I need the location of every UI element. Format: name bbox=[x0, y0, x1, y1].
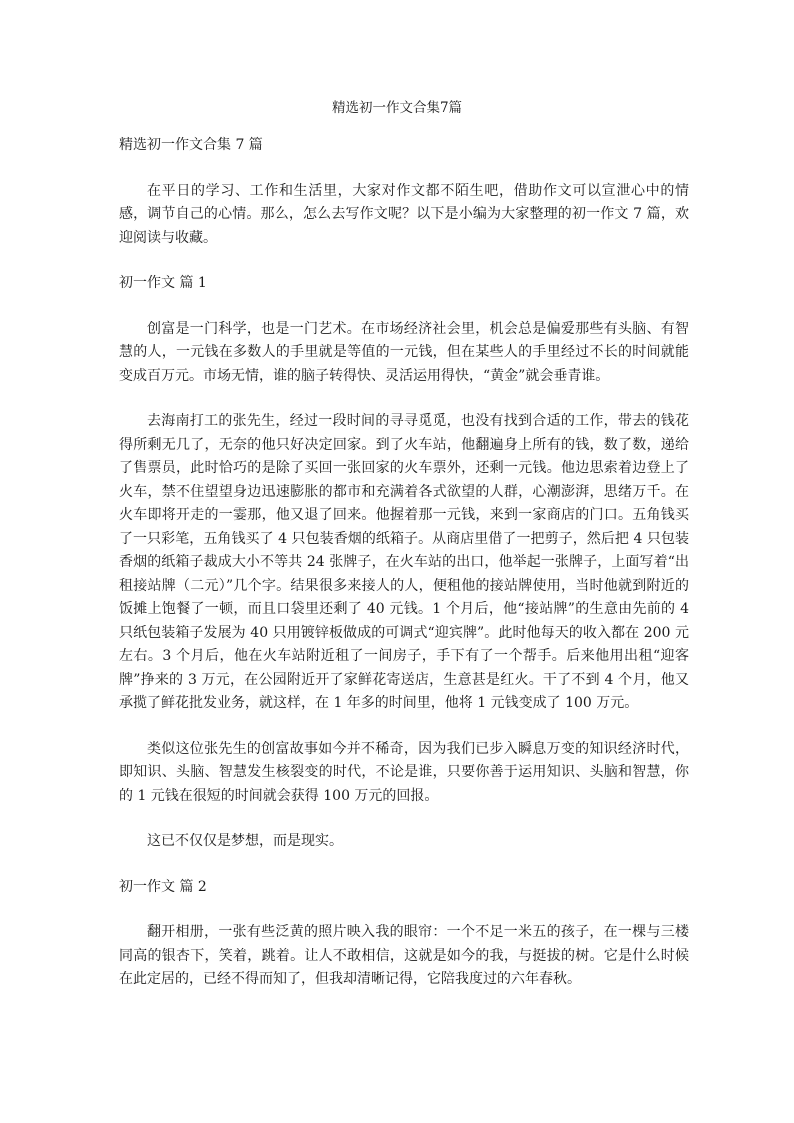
body-paragraph: 这已不仅仅是梦想，而是现实。 bbox=[147, 833, 343, 849]
document-title: 精选初一作文合集7篇 bbox=[331, 100, 463, 116]
body-paragraph: 创富是一门科学，也是一门艺术。在市场经济社会里，机会总是偏爱那些有头脑、有智慧的人，一元钱在多数人的手里就是等值的一元钱，但在某些人的手里经过不长的时间就能变成百万元。市场无情，谁的脑子转得快、灵活运用得快，“黄金”就会垂青谁。 bbox=[119, 320, 689, 384]
section-heading: 初一作文 篇 2 bbox=[119, 878, 207, 895]
body-paragraph: 翻开相册，一张有些泛黄的照片映入我的眼帘：一个不足一米五的孩子，在一棵与三楼同高的银杏下，笑着，跳着。让人不敢相信，这就是如今的我，与挺拔的树。它是什么时候在此定居的，已经不得而知了，但我却清晰记得，它陪我度过的六年春秋。 bbox=[119, 924, 689, 987]
body-paragraph: 类似这位张先生的创富故事如今并不稀奇，因为我们已步入瞬息万变的知识经济时代，即知识、头脑、智慧发生核裂变的时代，不论是谁，只要你善于运用知识、头脑和智慧，你的 1 元钱在很短的时间就会获得 100 万元的回报。 bbox=[119, 740, 689, 804]
body-paragraph: 去海南打工的张先生，经过一段时间的寻寻觅觅，也没有找到合适的工作，带去的钱花得所剩无几了，无奈的他只好决定回家。到了火车站，他翻遍身上所有的钱，数了数，递给了售票员，此时恰巧的是除了买回一张回家的火车票外，还剩一元钱。他边思索着边登上了火车，禁不住望望身边迅速膨胀的都市和充满着各式欲望的人群，心潮澎湃，思绪万千。在火车即将开走的一霎那，他又退了回来。他握着那一元钱，来到一家商店的门口。五角钱买了一只彩笔，五角钱买了 4 只包装香烟的纸箱子。从商店里借了一把剪子，然后把 4 只包装香烟的纸箱子裁成大小不等共 24 张牌子，在火车站的出口，他举起一张牌子，上面写着“出租接站牌（二元）”几个字。结果很多来接人的人，便租他的接站牌使用，当时他就到附近的饭摊上饱餐了一顿，而且口袋里还剩了 40 元钱。1 个月后，他“接站牌”的生意由先前的 4 只纸包装箱子发展为 40 只用镀锌板做成的可调式“迎宾牌”。此时他每天的收入都在 200 元左右。3 个月后，他在火车站附近租了一间房子，手下有了一个帮手。后来他用出租“迎客牌”挣来的 3 万元，在公园附近开了家鲜花寄送店，生意甚是红火。干了不到 4 个月，他又承揽了鲜花批发业务，就这样，在 1 年多的时间里，他将 1 元钱变成了 100 万元。 bbox=[119, 413, 689, 711]
document-body bbox=[119, 134, 689, 1014]
intro-paragraph: 在平日的学习、工作和生活里，大家对作文都不陌生吧，借助作文可以宣泄心中的情感，调节自己的心情。那么，怎么去写作文呢？以下是小编为大家整理的初一作文 7 篇，欢迎阅读与收藏。 bbox=[119, 182, 689, 246]
section-heading: 初一作文 篇 1 bbox=[119, 275, 207, 291]
document-subtitle: 精选初一作文合集 7 篇 bbox=[119, 137, 263, 153]
